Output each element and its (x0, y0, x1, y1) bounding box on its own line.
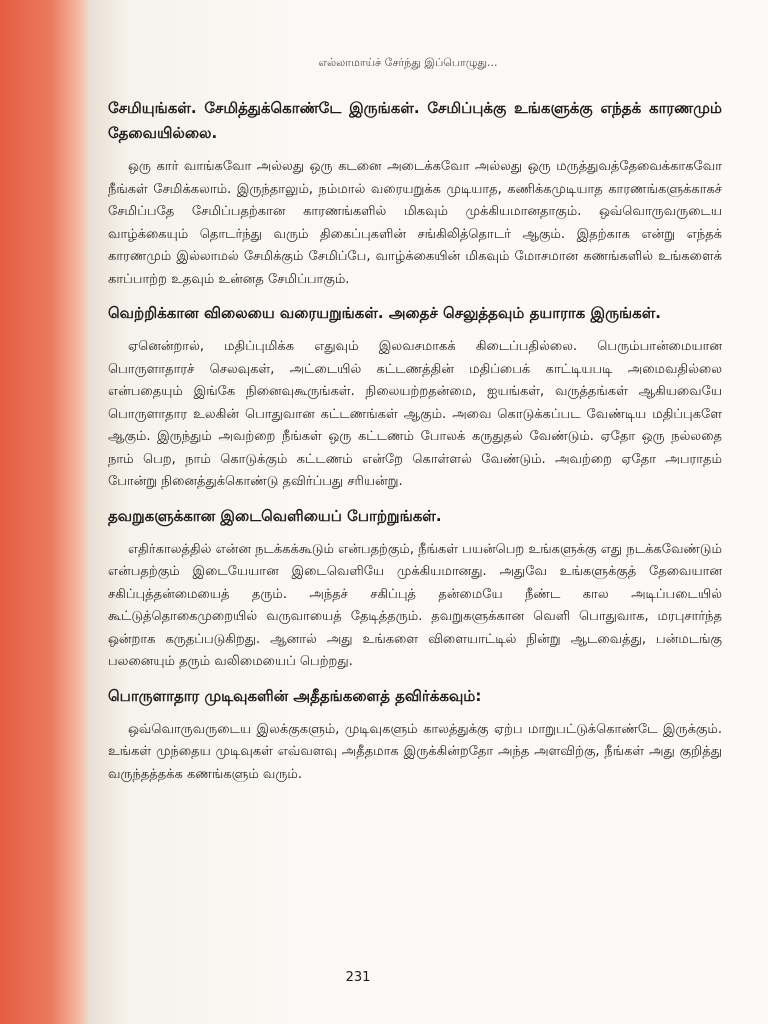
book-cover-edge (0, 0, 92, 1024)
section (108, 96, 722, 291)
paragraph: ஒரு கார் வாங்கவோ அல்லது ஒரு கடனை அடைக்கவோ அல்லது ஒரு மருத்துவத்தேவைக்காகவோ நீங்கள் சேமிக்கலாம். இருந்தாலும், நம்மால் வரையறுக்க முடியாத, கணிக்கமுடியாத காரணங்களுக்காகச் சேமிப்பதே சேமிப்பதற்கான காரணங்களில் மிகவும் முக்கியமானதாகும். ஒவ்வொருவருடைய வாழ்க்கையும் தொடர்ந்து வரும் திகைப்புகளின் சங்கிலித்தொடர் ஆகும். இதற்காக என்று எந்தக் காரணமும் இல்லாமல் சேமிக்கும் சேமிப்பே, வாழ்க்கையின் மிகவும் மோசமான கணங்களில் உங்களைக் காப்பாற்ற உதவும் உன்னத சேமிப்பாகும். (108, 159, 722, 287)
book-page (88, 0, 768, 1024)
paragraph: ஒவ்வொருவருடைய இலக்குகளும், முடிவுகளும் காலத்துக்கு ஏற்ப மாறுபட்டுக்கொண்டே இருக்கும். உங்கள் முந்தைய முடிவுகள் எவ்வளவு அதீதமாக இருக்கின்றதோ அந்த அளவிற்கு, நீங்கள் அது குறித்து வருந்தத்தக்க கணங்களும் வரும். (108, 721, 722, 782)
section (108, 301, 722, 494)
paragraph: ஏனென்றால், மதிப்புமிக்க எதுவும் இலவசமாகக் கிடைப்பதில்லை. பெரும்பான்மையான பொருளாதாரச் செலவுகள், அட்டையில் கட்டணத்தின் மதிப்பைக் காட்டியபடி அமைவதில்லை என்பதையும் இங்கே நினைவுகூருங்கள். நிலையற்றதன்மை, ஐயங்கள், வருத்தங்கள் ஆகியவையே பொருளாதார உலகின் பொதுவான கட்டணங்கள் ஆகும். அவை கொடுக்கப்பட வேண்டிய மதிப்புகளே ஆகும். இருந்தும் அவற்றை நீங்கள் ஒரு கட்டணம் போலக் கருதுதல் வேண்டும். ஏதோ ஒரு நல்லதை நாம் பெற, நாம் கொடுக்கும் கட்டணம் என்றே கொள்ளல் வேண்டும். அவற்றை ஏதோ அபராதம் போன்று நினைத்துக்கொண்டு தவிர்ப்பது சரியன்று. (108, 339, 722, 489)
section (108, 504, 722, 674)
section-heading: சேமியுங்கள். சேமித்துக்கொண்டே இருங்கள். சேமிப்புக்கு உங்களுக்கு எந்தக் காரணமும் தேவையில்லை. (108, 99, 722, 142)
paragraph: எதிர்காலத்தில் என்ன நடக்கக்கூடும் என்பதற்கும், நீங்கள் பயன்பெற உங்களுக்கு எது நடக்கவேண்டும் என்பதற்கும் இடையேயான இடைவெளியே முக்கியமானது. அதுவே உங்களுக்குத் தேவையான சகிப்புத்தன்மையைத் தரும். அந்தச் சகிப்புத் தன்மையே நீண்ட கால அடிப்படையில் கூட்டுத்தொகைமுறையில் வருவாயைத் தேடித்தரும். தவறுகளுக்கான வெளி பொதுவாக, மரபுசார்ந்த ஒன்றாக கருதப்படுகிறது. ஆனால் அது உங்களை விளையாட்டில் நின்று ஆடவைத்து, பன்மடங்கு பலனையும் தரும் வலிமையைப் பெற்றது. (108, 541, 722, 669)
running-head: எல்லாமாய்ச் சேர்ந்து இப்பொழுது... (318, 56, 498, 69)
section-heading: வெற்றிக்கான விலையை வரையறுங்கள். அதைச் செலுத்தவும் தயாராக இருங்கள். (108, 304, 661, 322)
section-heading: பொருளாதார முடிவுகளின் அதீதங்களைத் தவிர்க்கவும்: (108, 686, 482, 705)
section (108, 684, 722, 787)
page-number: 231 (345, 970, 371, 985)
section-heading: தவறுகளுக்கான இடைவெளியைப் போற்றுங்கள். (108, 506, 442, 525)
body-text (108, 96, 722, 796)
